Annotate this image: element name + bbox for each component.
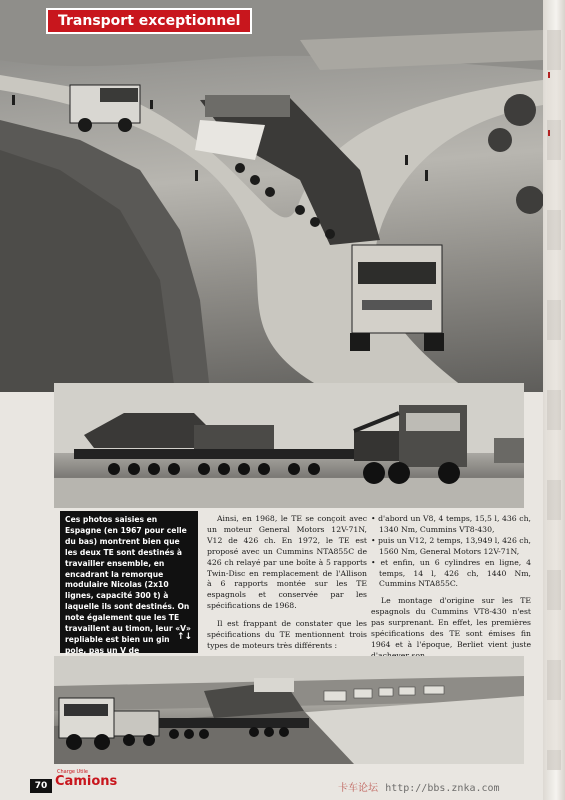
watermark-url: http://bbs.znka.com	[385, 783, 500, 794]
magazine-brand-small: Charge Utile	[57, 769, 89, 775]
engine-list-item: • puis un V12, 2 temps, 13,949 l, 426 ch, 1560 Nm, General Motors 12V-71N,	[371, 536, 531, 558]
middle-photo-illustration	[54, 383, 524, 508]
page-edge-decoration	[543, 0, 565, 800]
engine-list-item: • et enfin, un 6 cylindres en ligne, 4 temps, 14 l, 426 ch, 1440 Nm, Cummins NTA855C.	[371, 558, 531, 591]
engine-list-item: • d'abord un V8, 4 temps, 15,5 l, 436 ch, 1340 Nm, Cummins VT8-430,	[371, 514, 531, 536]
photo-caption	[60, 511, 198, 653]
article-paragraph-1: Ainsi, en 1968, le TE se conçoit avec un moteur General Motors 12V-71N, V12 de 426 ch. En 1972, le TE est proposé avec un Cummins NTA855C de 426 ch relayé par une boîte à 5 rapports Twin-Disc en remplacement de l'Allison à 6 rapports montée sur les TE espagnols et conservée par les spécifications de 1968.	[207, 514, 367, 611]
caption-text: Ces photos saisies en Espagne (en 1967 pour celle du bas) montrent bien que les deux TE sont destinés à travailler ensemble, en encadrant la remorque modulaire Nicolas (2x10 lignes, capacité 300 t) à laquelle ils sont destinés. On note également que les TE travaillent au timon, leur «V» repliable est bien un gin pole, pas un V de	[65, 515, 191, 655]
caption-arrows-icon: ↑↓	[176, 632, 192, 643]
magazine-brand: Camions	[55, 774, 118, 789]
article-paragraph-3: Le montage d'origine sur les TE espagnols du Cummins VT8-430 n'est pas surprenant. En effet, les premières spécifications des TE sont émises fin 1964 et à l'époque, Berliet vient juste	[371, 596, 531, 649]
middle-photo-convoy-side	[54, 383, 524, 508]
top-photo-convoy-road	[0, 0, 543, 392]
article-column-right	[371, 514, 531, 669]
page-number: 70	[30, 779, 52, 793]
forum-watermark	[338, 779, 500, 794]
page-section-title: Transport exceptionnel	[46, 8, 252, 34]
engine-list	[371, 514, 531, 590]
bottom-photo-illustration	[54, 656, 524, 764]
watermark-chinese: 卡车论坛	[338, 783, 378, 794]
article-column-middle	[207, 514, 367, 659]
page-edge-tick-icon	[548, 72, 550, 78]
top-photo-illustration	[0, 0, 543, 392]
article-paragraph-2: Il est frappant de constater que les spécifications du TE mentionnent trois types de moteurs très différents :	[207, 619, 367, 650]
page-edge-shading	[547, 30, 561, 770]
bottom-photo-convoy-1967	[54, 656, 524, 764]
page-edge-tick-icon	[548, 130, 550, 136]
